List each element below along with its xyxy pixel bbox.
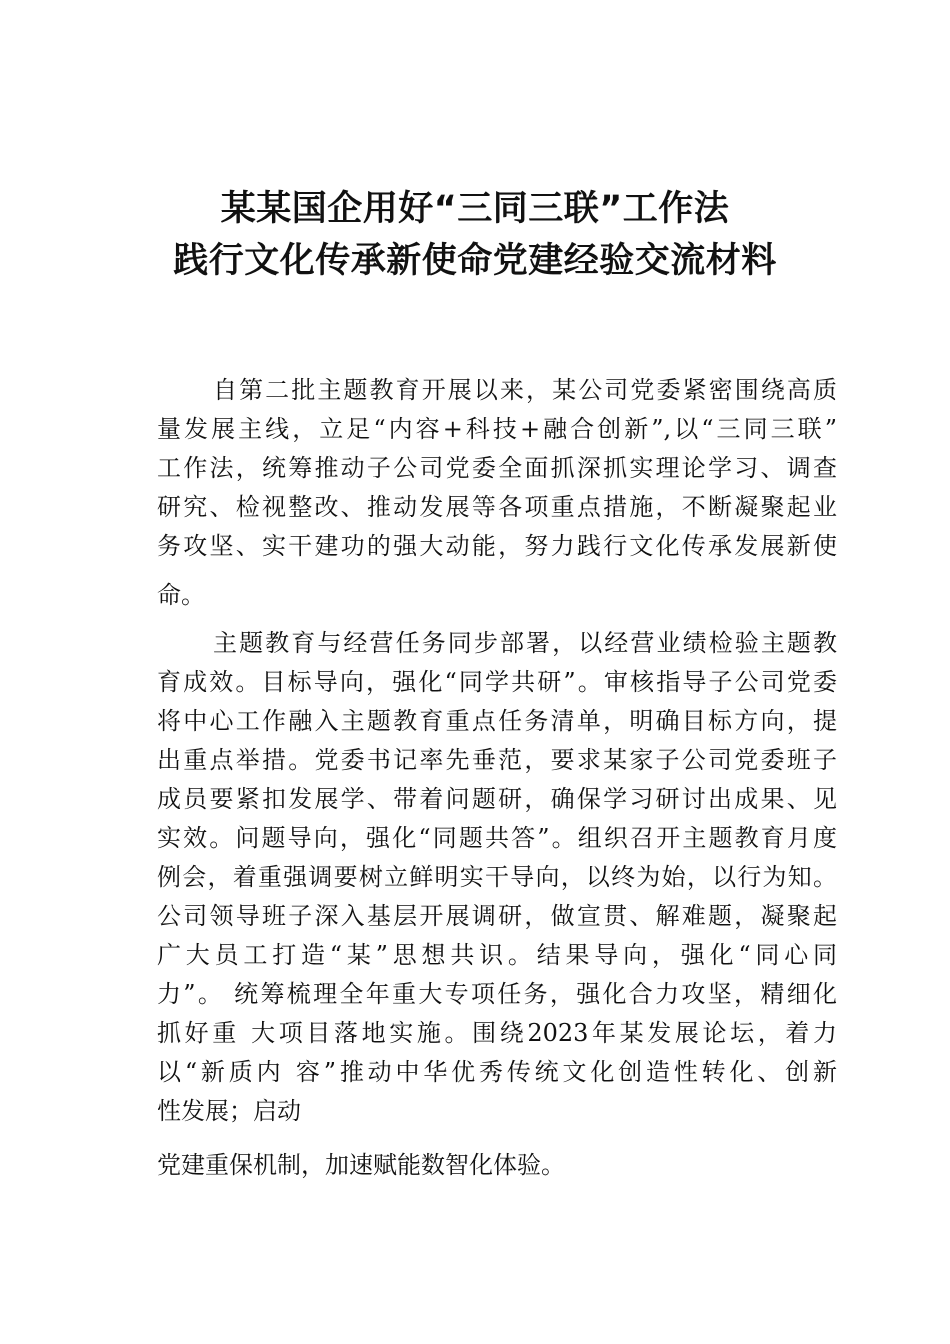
body-line: 量发展主线，立足“内容+科技+融合创新”,以“三同三联” bbox=[157, 415, 837, 443]
body-line: 命。 bbox=[157, 581, 205, 609]
body-line: 出重点举措。党委书记率先垂范，要求某家子公司党委班子 bbox=[157, 746, 837, 774]
body-line: 主题教育与经营任务同步部署，以经营业绩检验主题教 bbox=[213, 629, 837, 657]
document-title bbox=[0, 183, 950, 287]
body-line: 抓好重 大项目落地实施。围绕2023年某发展论坛，着力 bbox=[157, 1019, 837, 1047]
body-line: 党建重保机制，加速赋能数智化体验。 bbox=[157, 1151, 565, 1179]
body-line: 自第二批主题教育开展以来，某公司党委紧密围绕高质 bbox=[213, 376, 837, 404]
body-line: 例会，着重强调要树立鲜明实干导向，以终为始，以行为知。 bbox=[157, 863, 837, 891]
body-line: 工作法，统筹推动子公司党委全面抓深抓实理论学习、调查 bbox=[157, 454, 837, 482]
body-line: 公司领导班子深入基层开展调研，做宣贯、解难题，凝聚起 bbox=[157, 902, 837, 930]
body-line: 广大员工打造“某”思想共识。结果导向，强化“同心同 bbox=[157, 941, 837, 969]
body-line: 以“新质内 容”推动中华优秀传统文化创造性转化、创新 bbox=[157, 1058, 837, 1086]
body-line: 性发展；启动 bbox=[157, 1097, 301, 1125]
body-line: 力”。 统筹梳理全年重大专项任务，强化合力攻坚，精细化 bbox=[157, 980, 837, 1008]
body-line: 成员要紧扣发展学、带着问题研，确保学习研讨出成果、见 bbox=[157, 785, 837, 813]
body-line: 育成效。目标导向，强化“同学共研”。审核指导子公司党委 bbox=[157, 668, 837, 696]
title-line-1: 某某国企用好“三同三联”工作法 bbox=[220, 189, 730, 229]
body-line: 将中心工作融入主题教育重点任务清单，明确目标方向，提 bbox=[157, 707, 837, 735]
body-line: 研究、检视整改、推动发展等各项重点措施，不断凝聚起业 bbox=[157, 493, 837, 521]
body-line: 实效。问题导向，强化“同题共答”。组织召开主题教育月度 bbox=[157, 824, 837, 852]
title-line-2: 践行文化传承新使命党建经验交流材料 bbox=[173, 241, 777, 281]
body-line: 务攻坚、实干建功的强大动能，努力践行文化传承发展新使 bbox=[157, 532, 837, 560]
